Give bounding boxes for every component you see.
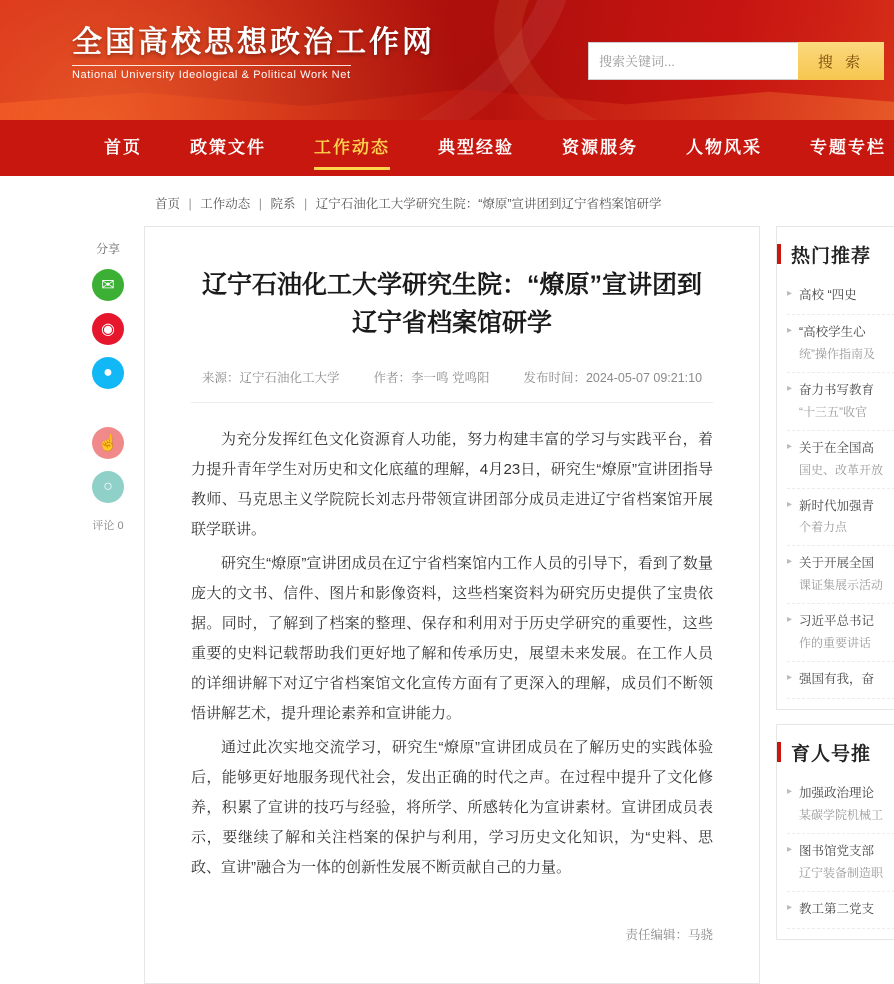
site-logo-chinese: 全国高校思想政治工作网 — [72, 25, 435, 60]
nav-item-policy[interactable]: 政策文件 — [190, 138, 266, 157]
list-item-title: 教工第二党支 — [799, 901, 875, 916]
site-logo-english: National University Ideological & Political Work Net — [72, 65, 351, 81]
breadcrumb-item-department[interactable]: 院系 — [270, 197, 296, 211]
list-item-title: 新时代加强青 — [799, 498, 875, 513]
breadcrumb-item-work-news[interactable]: 工作动态 — [200, 197, 251, 211]
article-meta — [191, 368, 713, 403]
hot-recommend-title: 热门推荐 — [777, 241, 894, 268]
list-item-subtitle: 某碳学院机械工 — [799, 807, 884, 822]
article-container — [144, 226, 760, 984]
wechat-share-icon[interactable]: ✉ — [92, 269, 124, 301]
list-item-subtitle: 个着力点 — [799, 520, 848, 535]
yuren-recommend-card — [776, 724, 894, 940]
comment-icon[interactable]: ○ — [92, 471, 124, 503]
nav-item-special-columns[interactable]: 专题专栏 — [810, 138, 886, 157]
article-title: 辽宁石油化工大学研究生院：“燎原”宣讲团到辽宁省档案馆研学 — [201, 271, 702, 337]
list-item-title: 加强政治理论 — [799, 786, 875, 800]
article-source: 来源：辽宁石油化工大学 — [201, 371, 340, 385]
yuren-recommend-title: 育人号推 — [777, 739, 894, 766]
list-item-subtitle: 国史、改革开放 — [799, 462, 884, 477]
list-item[interactable] — [787, 892, 894, 929]
breadcrumb-separator: | — [258, 197, 262, 211]
list-item[interactable] — [787, 662, 894, 699]
content-layout — [0, 226, 894, 984]
list-item-subtitle: “十三五”收官 — [799, 404, 867, 419]
breadcrumb-separator: | — [303, 197, 308, 211]
article-publish-time: 发布时间：2024-05-07 09:21:10 — [523, 371, 703, 385]
list-item[interactable] — [787, 546, 894, 604]
list-item-subtitle: 统”操作指南及 — [799, 346, 875, 361]
breadcrumb-current: 辽宁石油化工大学研究生院：“燎原”宣讲团到辽宁省档案馆研学 — [315, 197, 662, 211]
site-header-banner — [0, 0, 894, 120]
list-item-title: 习近平总书记 — [799, 614, 875, 629]
list-item-title: 奋力书写教育 — [799, 382, 875, 397]
article-paragraph: 通过此次实地交流学习，研究生“燎原”宣讲团成员在了解历史的实践体验后，能够更好地服务现代社会，发出正确的时代之声。在过程中提升了文化修养，积累了宣讲的技巧与经验，将所学、所感转化为宣讲素材。宣讲团成员表示，要继续了解和关注档案的保护与利用，学习历史文化知识，为“史料、思政、宣讲”融合为一体的创新性发展不断贡献自己的力量。 — [191, 739, 713, 876]
list-item-title: 图书馆党支部 — [799, 843, 875, 858]
list-item-title: 强国有我，奋 — [799, 672, 875, 687]
right-sidebar — [776, 226, 894, 954]
main-navigation — [0, 120, 894, 176]
nav-item-work-news[interactable]: 工作动态 — [290, 120, 414, 176]
breadcrumb-item-home[interactable]: 首页 — [155, 197, 181, 211]
list-item[interactable] — [787, 278, 894, 315]
list-item[interactable] — [787, 489, 894, 547]
nav-item-resources[interactable]: 资源服务 — [562, 138, 638, 157]
list-item-title: 关于在全国高 — [799, 440, 875, 455]
list-item[interactable] — [787, 604, 894, 662]
list-item-title: “高校学生心 — [799, 324, 866, 339]
nav-item-typical-experience[interactable]: 典型经验 — [438, 138, 514, 157]
yuren-recommend-list — [777, 776, 894, 929]
list-item[interactable] — [787, 315, 894, 373]
search-input[interactable] — [588, 42, 798, 80]
article-editor: 责任编辑：马骁 — [625, 928, 713, 942]
weibo-share-icon[interactable]: ◉ — [92, 313, 124, 345]
nav-item-home[interactable]: 首页 — [104, 138, 142, 157]
site-logo[interactable] — [72, 26, 435, 83]
list-item-subtitle: 辽宁装备制造职 — [799, 865, 884, 880]
search-button[interactable]: 搜 索 — [798, 42, 884, 80]
article-body — [191, 425, 713, 883]
search-box — [588, 42, 884, 80]
breadcrumb — [0, 176, 894, 226]
comment-count-label: 评论 0 — [92, 520, 124, 532]
list-item-subtitle: 作的重要讲话 — [799, 636, 872, 651]
article-author: 作者：李一鸣 党鸣阳 — [373, 371, 490, 385]
list-item-subtitle: 课证集展示活动 — [799, 578, 884, 593]
nav-item-people[interactable]: 人物风采 — [686, 138, 762, 157]
list-item-title: 关于开展全国 — [799, 556, 875, 571]
list-item[interactable] — [787, 776, 894, 834]
share-title: 分享 — [95, 242, 120, 256]
qq-share-icon[interactable]: ● — [92, 357, 124, 389]
article-paragraph: 研究生“燎原”宣讲团成员在辽宁省档案馆内工作人员的引导下，看到了数量庞大的文书、信件、图片和影像资料，这些档案资料为研究历史提供了宝贵依据。同时，了解到了档案的整理、保存和利用对于历史学研究的重要性，这些重要的史料记载帮助我们更好地了解和传承历史，展望未来发展。在工作人员的详细讲解下对辽宁省档案馆文化宣传方面有了更深入的理解，成员们不断领悟讲解艺术，提升理论素养和宣讲能力。 — [191, 555, 713, 722]
share-sidebar — [72, 226, 144, 533]
hot-recommend-list — [777, 278, 894, 699]
hot-recommend-card — [776, 226, 894, 710]
like-icon[interactable]: ☝ — [92, 427, 124, 459]
article-paragraph: 为充分发挥红色文化资源育人功能，努力构建丰富的学习与实践平台，着力提升青年学生对历史和文化底蕴的理解，4月23日，研究生“燎原”宣讲团指导教师、马克思主义学院院长刘志丹带领宣讲团部分成员走进辽宁省档案馆开展联学联讲。 — [191, 431, 713, 538]
list-item[interactable] — [787, 431, 894, 489]
list-item[interactable] — [787, 373, 894, 431]
list-item[interactable] — [787, 834, 894, 892]
breadcrumb-separator: | — [188, 197, 192, 211]
list-item-title: 高校 “四史 — [799, 288, 857, 302]
